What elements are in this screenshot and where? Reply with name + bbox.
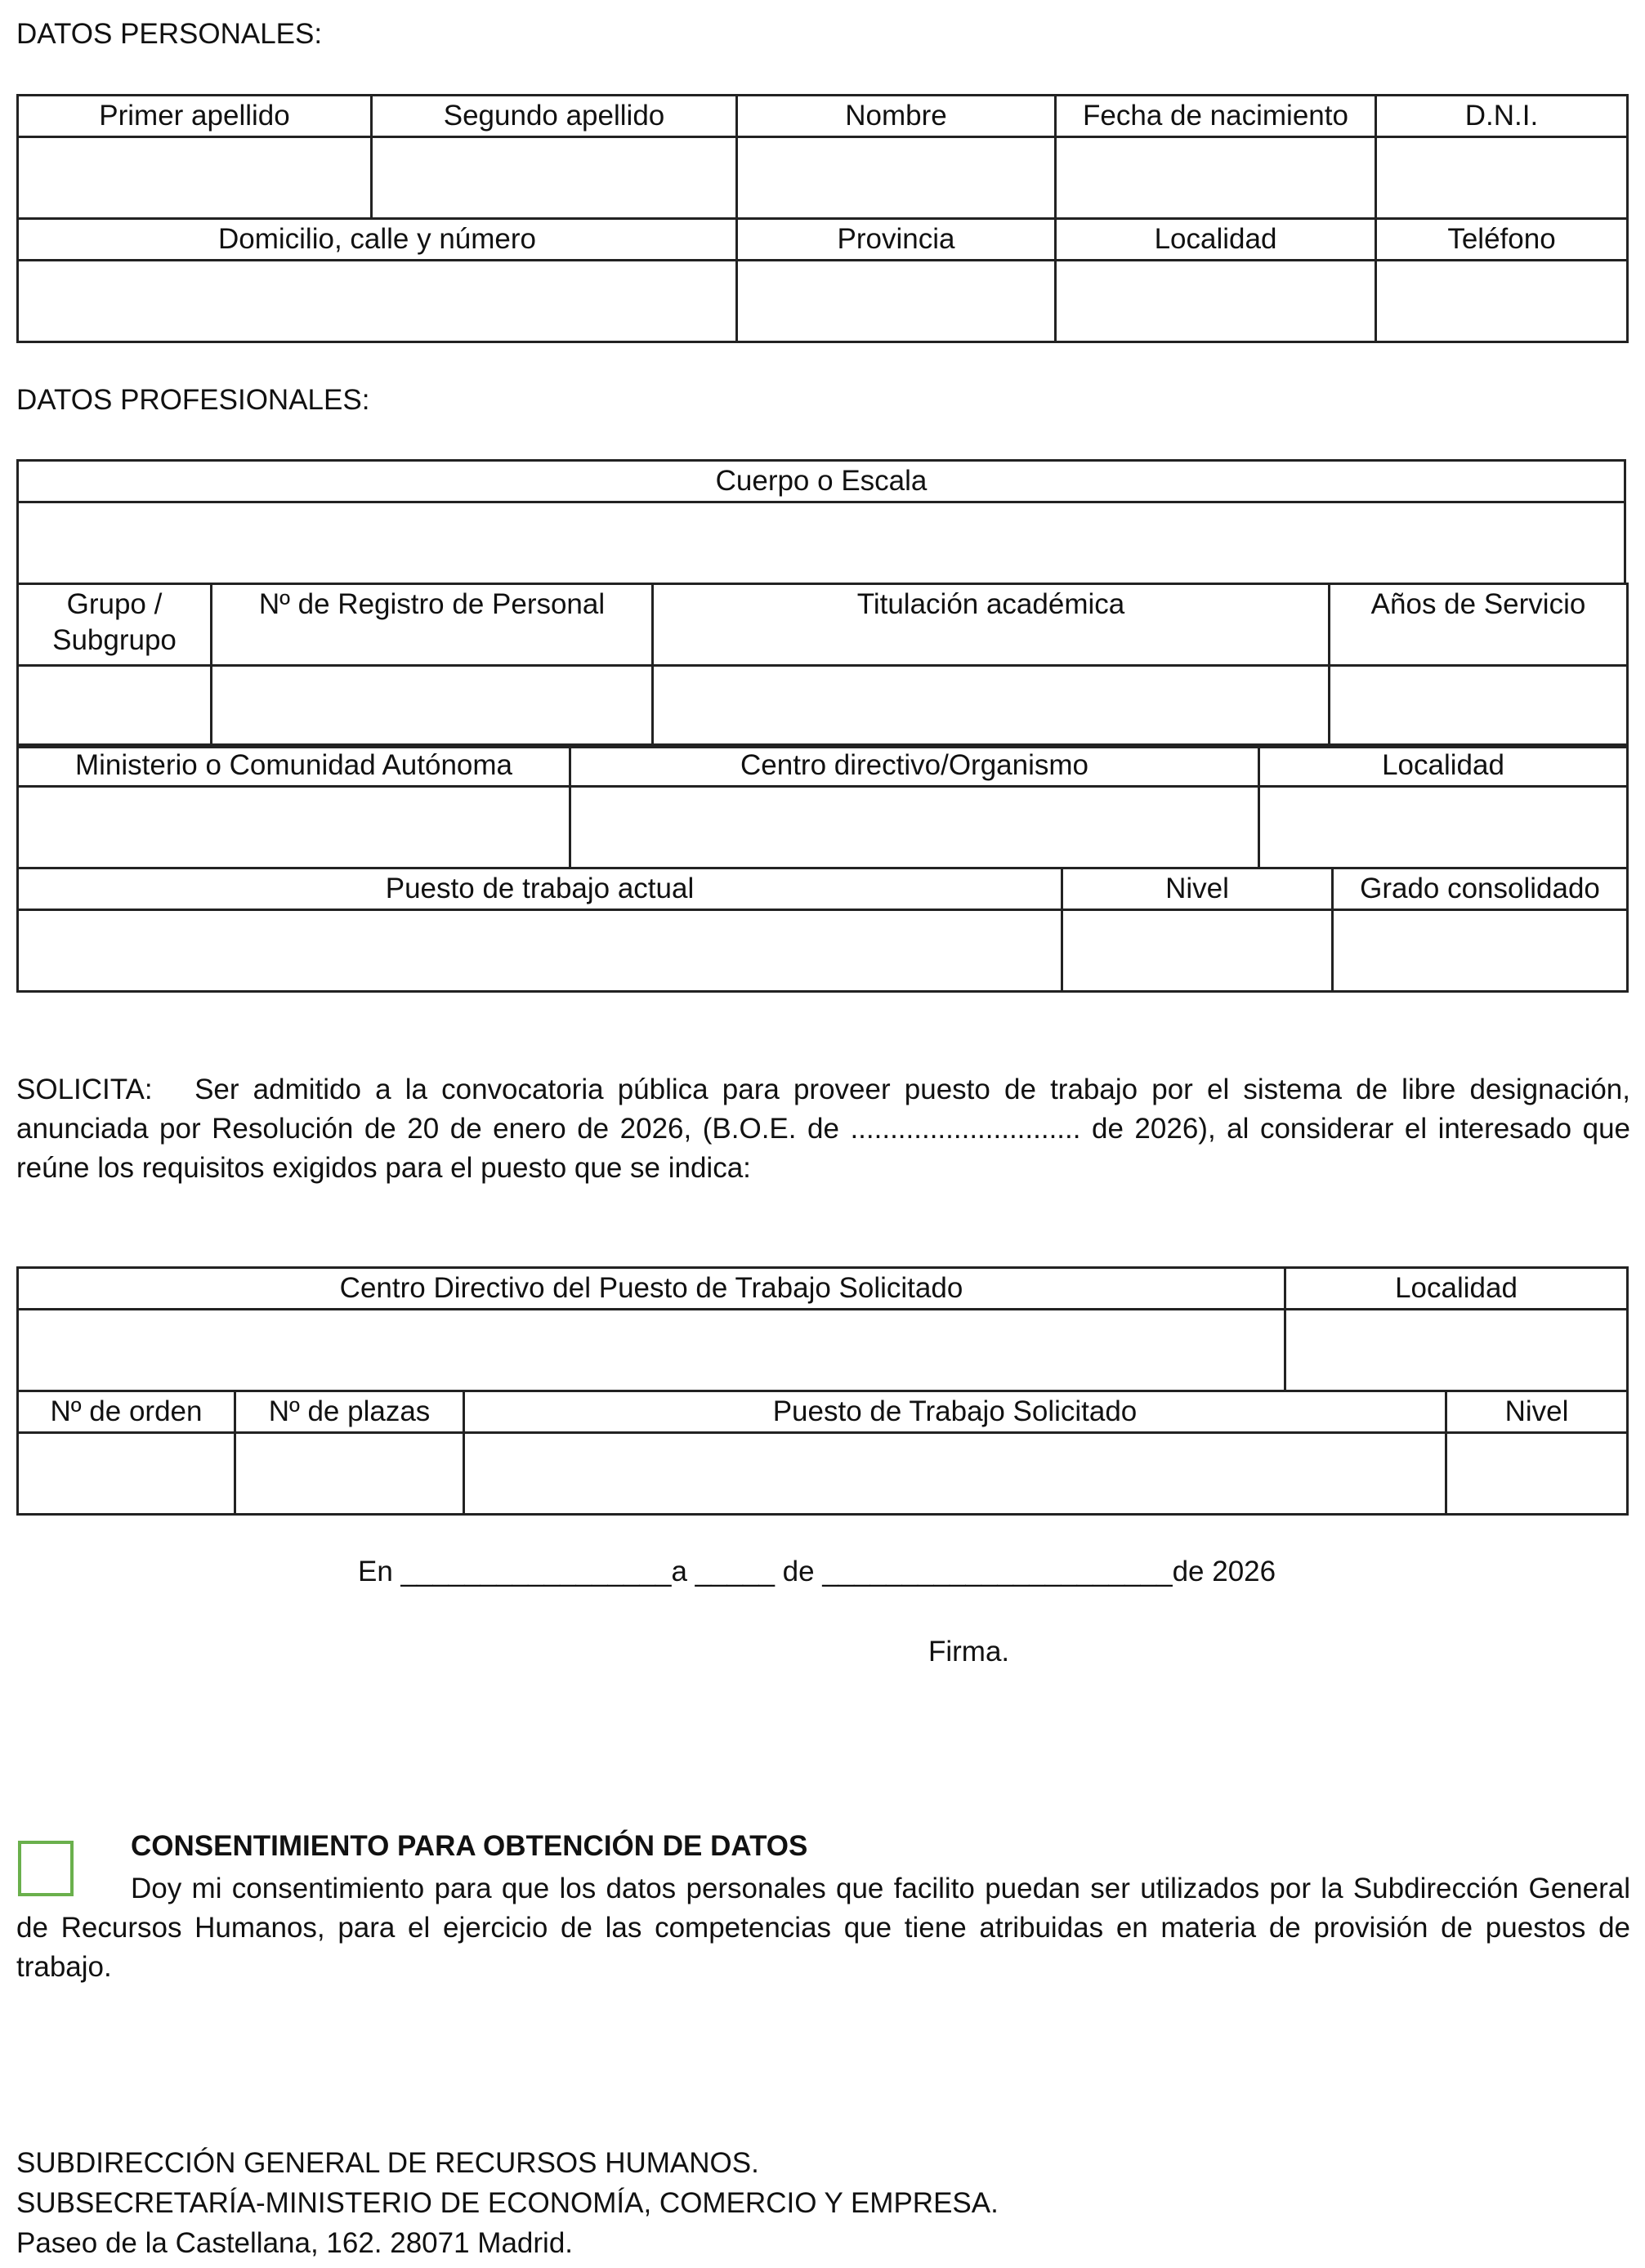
- field-localidad-profesional[interactable]: [1259, 787, 1628, 868]
- field-titulacion[interactable]: [653, 666, 1330, 748]
- header-segundo-apellido: Segundo apellido: [372, 96, 737, 137]
- header-provincia: Provincia: [737, 219, 1056, 261]
- field-anos-servicio[interactable]: [1330, 666, 1628, 748]
- field-segundo-apellido[interactable]: [372, 137, 737, 219]
- header-anos-servicio: Años de Servicio: [1330, 584, 1628, 666]
- header-nombre: Nombre: [737, 96, 1056, 137]
- header-grupo-subgrupo: Grupo / Subgrupo: [18, 584, 212, 666]
- field-registro-personal[interactable]: [212, 666, 653, 748]
- consent-title: CONSENTIMIENTO PARA OBTENCIÓN DE DATOS: [131, 1830, 808, 1862]
- field-cuerpo-escala[interactable]: [18, 502, 1625, 584]
- field-numero-plazas[interactable]: [235, 1433, 464, 1515]
- header-telefono: Teléfono: [1376, 219, 1628, 261]
- field-grado-consolidado[interactable]: [1333, 910, 1628, 992]
- professional-puesto-table: [16, 867, 1629, 993]
- field-fecha-nacimiento[interactable]: [1056, 137, 1376, 219]
- personal-section-title: DATOS PERSONALES:: [16, 18, 323, 50]
- footer-line-3: Paseo de la Castellana, 162. 28071 Madrid.: [16, 2227, 574, 2259]
- header-primer-apellido: Primer apellido: [18, 96, 372, 137]
- header-localidad-solicitada: Localidad: [1285, 1268, 1628, 1310]
- header-centro-directivo: Centro directivo/Organismo: [570, 745, 1259, 787]
- footer-line-1: SUBDIRECCIÓN GENERAL DE RECURSOS HUMANOS.: [16, 2147, 759, 2179]
- header-nivel-solicitado: Nivel: [1446, 1391, 1628, 1433]
- field-grupo-subgrupo[interactable]: [18, 666, 212, 748]
- header-puesto-solicitado: Puesto de Trabajo Solicitado: [464, 1391, 1446, 1433]
- field-nivel-actual[interactable]: [1062, 910, 1333, 992]
- solicita-label: SOLICITA:: [16, 1074, 153, 1105]
- field-puesto-actual[interactable]: [18, 910, 1062, 992]
- professional-ministerio-table: [16, 743, 1629, 869]
- field-domicilio[interactable]: [18, 261, 737, 342]
- personal-data-table: [16, 94, 1629, 343]
- field-localidad[interactable]: [1056, 261, 1376, 342]
- consent-text: Doy mi consentimiento para que los datos personales que facilito puedan ser utilizados por la Subdirección General de Recursos Humanos, para el ejercicio de las competencias que tiene atribuidas en materia de provisión de puestos de trabajo.: [16, 1873, 1630, 1983]
- header-puesto-actual: Puesto de trabajo actual: [18, 868, 1062, 910]
- field-ministerio[interactable]: [18, 787, 570, 868]
- field-nombre[interactable]: [737, 137, 1056, 219]
- field-numero-orden[interactable]: [18, 1433, 235, 1515]
- field-dni[interactable]: [1376, 137, 1628, 219]
- date-line: En _________________a _____ de ______________________de 2026: [358, 1556, 1276, 1587]
- professional-grupo-table: [16, 583, 1629, 748]
- header-fecha-nacimiento: Fecha de nacimiento: [1056, 96, 1376, 137]
- header-centro-solicitado: Centro Directivo del Puesto de Trabajo Solicitado: [18, 1268, 1285, 1310]
- field-provincia[interactable]: [737, 261, 1056, 342]
- requested-centro-table: [16, 1266, 1629, 1392]
- header-grado-consolidado: Grado consolidado: [1333, 868, 1628, 910]
- field-centro-solicitado[interactable]: [18, 1310, 1285, 1391]
- field-telefono[interactable]: [1376, 261, 1628, 342]
- header-cuerpo-escala: Cuerpo o Escala: [18, 461, 1625, 502]
- header-registro-personal: Nº de Registro de Personal: [212, 584, 653, 666]
- requested-puesto-table: [16, 1390, 1629, 1516]
- field-centro-directivo[interactable]: [570, 787, 1259, 868]
- header-dni: D.N.I.: [1376, 96, 1628, 137]
- field-primer-apellido[interactable]: [18, 137, 372, 219]
- header-ministerio: Ministerio o Comunidad Autónoma: [18, 745, 570, 787]
- professional-section-title: DATOS PROFESIONALES:: [16, 384, 370, 416]
- solicita-text: Ser admitido a la convocatoria pública para proveer puesto de trabajo por el sistema de libre designación, anunciada por Resolución de 20 de enero de 2026, (B.O.E. de ............................. de 2026), al considerar el interesado que reúne los requisitos exigidos para el puesto que se indica:: [16, 1074, 1630, 1184]
- header-numero-plazas: Nº de plazas: [235, 1391, 464, 1433]
- footer-line-2: SUBSECRETARÍA-MINISTERIO DE ECONOMÍA, COMERCIO Y EMPRESA.: [16, 2187, 999, 2219]
- firma-label: Firma.: [928, 1636, 1010, 1668]
- header-nivel-actual: Nivel: [1062, 868, 1333, 910]
- header-numero-orden: Nº de orden: [18, 1391, 235, 1433]
- header-localidad-profesional: Localidad: [1259, 745, 1628, 787]
- header-localidad: Localidad: [1056, 219, 1376, 261]
- professional-cuerpo-table: [16, 459, 1626, 585]
- field-nivel-solicitado[interactable]: [1446, 1433, 1628, 1515]
- header-titulacion: Titulación académica: [653, 584, 1330, 666]
- solicita-paragraph: [16, 1070, 1630, 1188]
- field-puesto-solicitado[interactable]: [464, 1433, 1446, 1515]
- header-domicilio: Domicilio, calle y número: [18, 219, 737, 261]
- field-localidad-solicitada[interactable]: [1285, 1310, 1628, 1391]
